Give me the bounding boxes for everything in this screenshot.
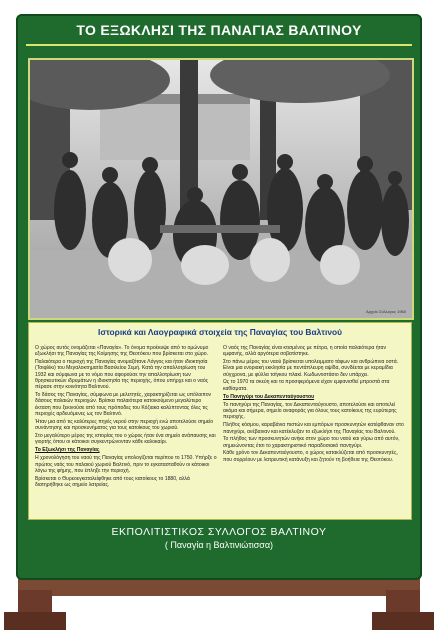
footer-subtitle: ( Παναγία η Βαλτινιώτισσα) <box>164 540 274 550</box>
title-divider <box>26 44 412 46</box>
sign-board <box>16 14 422 580</box>
left-paragraph: Το δάσος της Παναγίας, σύμφωνα με μελετητές, χαρακτηρίζεται ως υπόλοιπον δάσους παλαιών περιοχών. Βρίσκει παλαιότερα κατοικούμενο μεγαλύτερο έκταση που ξεκινούσε από τους πρόποδες του Κόζιακα καλύπτοντας όλες τις περιοχές αρδευόμενες ως τον Βαλτινό. <box>35 392 212 417</box>
right-paragraph: Ο ναός της Παναγίας είναι κτισμένος με πέτρα, η οποία παλαιότερα ήταν εμφανής, αλλά αργότερα σοβατίστηκε. <box>223 345 386 358</box>
left-text-column <box>35 345 217 490</box>
sign-post-foot-right <box>372 612 434 630</box>
left-paragraph: Η χρονολόγηση του ναού της Παναγίας υπολογίζεται περίπου το 1750. Υπήρξε ο πρώτος ναός του παλαιού χωριού Βαλτινό, πριν το εγκατασταθούν οι κάτοικοι λόγω της φήμης, που έπληξε την περιοχή. <box>35 455 217 474</box>
left-paragraph: Στο μεγαλύτερο μέρος της ιστορίας του ο χώρος ήταν ένα σημείο ανάπαυσης και γιορτής όπου οι κάτοικοι συγκεντρώνονταν κάθε καλοκαίρι. <box>35 432 216 446</box>
right-paragraph: Το πανηγύρι της Παναγίας, τον Δεκαπενταύγουστο, αποτελούσε και αποτελεί ακόμα και σήμερα, σημείο αναφοράς για όλους τους κατοίκους της ευρύτερης περιοχής. <box>223 401 397 421</box>
photo-caption: Αρχείο Σύλλογος 1960 <box>365 309 406 314</box>
historic-photo-image <box>30 60 412 318</box>
left-paragraph: Ο χώρος αυτός ονομάζεται «Παναγία». Το όνομα προέκυψε από το ομώνυμο εξωκλήσι της Παναγίας της Κοίμησης της Θεοτόκου που βρίσκεται στο χώρο. <box>35 345 209 358</box>
section-heading-festival: Το Πανηγύρι του Δεκαπενταύγουστου <box>223 394 315 401</box>
panel-heading: Ιστορικά και Λαογραφικά στοιχεία της Παναγίας του Βαλτινού <box>98 327 342 337</box>
right-paragraph: Στο πάνω μέρος του ναού βρίσκεται υπολειμματο τάφων και ανθρώπινα οστά. Είναι μια ενοριακή εκκλησία με πεντάπλευρη αψίδα, συνδέεται με κεραμίδια σύγχρονα, με φύλλα τσίγκου πλακί. Κωδωνοστάσιο δεν υπάρχει. <box>223 359 399 378</box>
historic-photo <box>28 58 414 320</box>
sign-title: ΤΟ ΕΞΩΚΛΗΣΙ ΤΗΣ ΠΑΝΑΓΙΑΣ ΒΑΛΤΙΝΟΥ <box>76 22 362 38</box>
section-heading-chapel: Το Εξωκλήσι της Παναγίας <box>35 447 100 454</box>
right-paragraph: Ως το 1970 τα σκεύη και τα προσφερόμενα είχαν εμφανισθεί μπροστά στα καθίσματα. <box>223 379 390 392</box>
left-paragraph: Ήταν μια από τις καλύτερες πηγές νερού στην περιοχή ενώ αποτελούσε σημείο συνάντησης και προσκυνήματος για τους κατοίκους του χωριού. <box>35 418 214 432</box>
footer-organization: ΕΚΠΟΛΙΤΙΣΤΙΚΟΣ ΣΥΛΛΟΓΟΣ ΒΑΛΤΙΝΟΥ <box>111 526 327 538</box>
right-paragraph: Πλήθος κόσμου, καραβάνια πιστών και εμπόρων προσκυνητών κατέφθαναν στο πανηγύρι, ανέβαιναν και κατέκλυζαν το εξωκλήσι της Παναγίας του Βαλτινού. <box>223 422 404 435</box>
right-text-column <box>223 345 405 465</box>
right-paragraph: Το πλήθος των προσκυνητών ανήκε στον χώρο του ναού και γύρω από αυτόν, σημειώνοντας έτσι το χαρακτηριστικό παραδοσιακό πανηγύρι. <box>223 436 400 449</box>
sign-footer <box>16 526 422 550</box>
sign-post-foot-left <box>4 612 66 630</box>
left-paragraph: Βρίσκεται ο Θυρεοεγκαταλείφθηκε από τους κατοίκους το 1880, αλλά διατηρήθηκε ως σημείο λατρείας. <box>35 475 190 488</box>
left-paragraph: Παλαιότερα ο περιοχή της Παναγίας ανομαζότανε Λόγγος και ήταν ιδιοκτησία (Τσιφλίκι) του Μεγαλοκτηματία Βασιλείου Σεμή. Κατά την απαλλοτρίωση του 1932 και σύμφωνα με το νόμο που αφορούσε την απαλλοτρίωση των θρησκευτικών ιδρυμάτων η ιδιοκτησία της περιοχής, όπου υπήρχε και ο ναός πέρασε στην κοινότητα Βαλτινού. <box>35 359 209 391</box>
right-paragraph: Κάθε χρόνο τον Δεκαπενταύγουστο, ο χώρος κατακλύζεται από προσκυνητές, που συρρέουν με λατρευτική κατάνυξη και ζητούν τη βοήθεια της Θεοτόκου. <box>223 450 398 463</box>
history-panel <box>28 322 412 520</box>
